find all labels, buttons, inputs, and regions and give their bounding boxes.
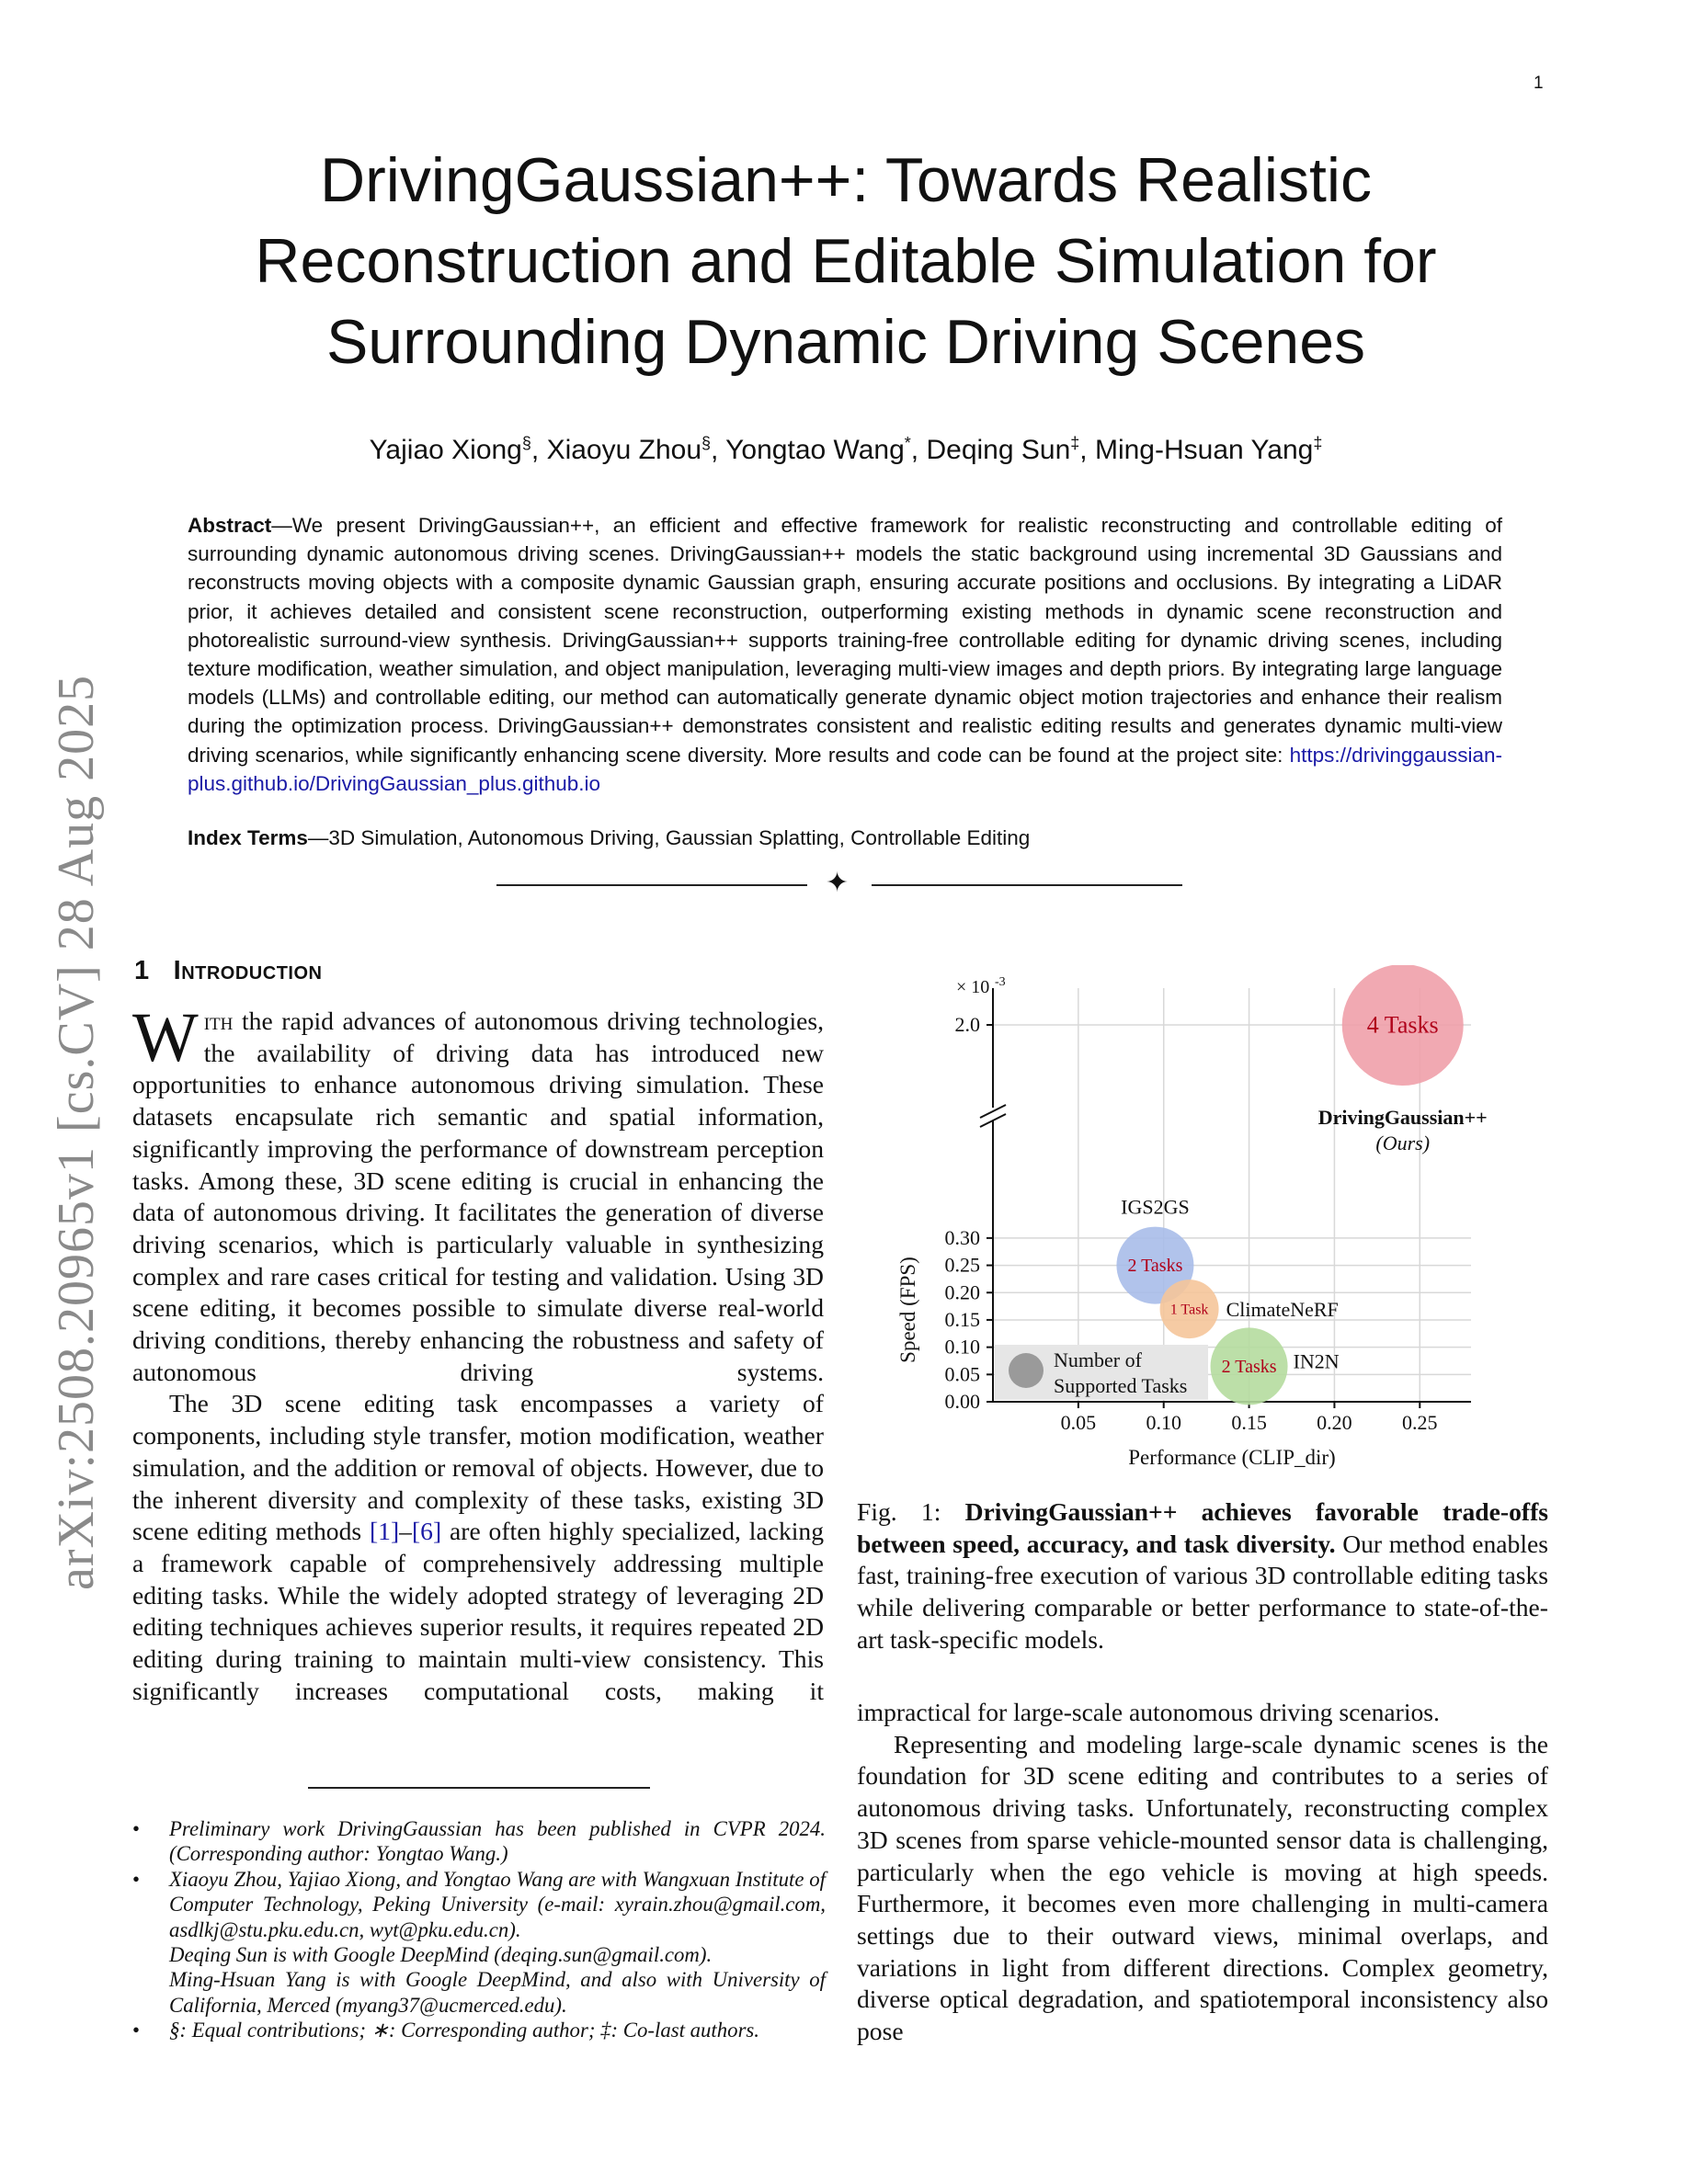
footnote-text: §: Equal contributions; ∗: Corresponding author; ‡: Co-last authors. bbox=[169, 2019, 760, 2042]
footnote-bullet: • bbox=[132, 2019, 140, 2042]
footnote-text: Preliminary work DrivingGaussian has been published in CVPR 2024. (Corresponding author: Yongtao Wang.) bbox=[169, 1817, 826, 1866]
citation-1[interactable]: [1] bbox=[369, 1517, 400, 1546]
separator-left-rule bbox=[496, 884, 807, 886]
index-terms-text: —3D Simulation, Autonomous Driving, Gaussian Splatting, Controllable Editing bbox=[307, 826, 1031, 849]
arxiv-stamp: arXiv:2508.20965v1 [cs.CV] 28 Aug 2025 bbox=[48, 674, 105, 1590]
method-label: ClimateNeRF bbox=[1226, 1298, 1339, 1322]
page-number: 1 bbox=[1534, 74, 1544, 93]
separator-diamond-icon: ✦ bbox=[826, 867, 850, 899]
figure-1-chart bbox=[883, 965, 1526, 1480]
citation-dash: – bbox=[399, 1517, 412, 1546]
x-tick-label: 0.15 bbox=[1231, 1411, 1267, 1434]
paper-title bbox=[129, 140, 1563, 382]
index-terms bbox=[188, 824, 1502, 852]
footnote-bullet: • bbox=[132, 1817, 140, 1840]
y-scale-note: × 10 bbox=[956, 977, 990, 997]
intro-p1-text: the rapid advances of autonomous driving technologies, the availability of driving data has introduced new opportunities to enhance autonomous driving simulation. These datasets encapsulate rich semantic and spatial information, significantly improving the performance of downstream perception tasks. Among these, 3D scene editing is crucial in enhancing the data of autonomous driving. It facilitates the generation of diverse driving scenarios, which is particularly valuable in synthesizing complex and rare cases critical for testing and validation. Using 3D scene editing, it becomes possible to simulate diverse real-world driving conditions, thereby enhancing the robustness and safety of autonomous driving systems. bbox=[132, 1007, 824, 1386]
footnote-text: Ming-Hsuan Yang is with Google DeepMind, and also with University of California, Merced (myang37@ucmerced.edu). bbox=[169, 1968, 826, 2017]
footnote-item bbox=[132, 1816, 826, 1867]
method-label: IN2N bbox=[1293, 1349, 1340, 1373]
y-tick-label: 2.0 bbox=[954, 1013, 980, 1036]
y-tick-label: 0.05 bbox=[944, 1362, 980, 1386]
title-line-3: Surrounding Dynamic Driving Scenes bbox=[325, 307, 1366, 377]
author-mark: * bbox=[904, 434, 911, 452]
caption-bold: DrivingGaussian++ achieves favorable trade-offs between speed, accuracy, and task diversity. bbox=[857, 1497, 1548, 1558]
x-tick-label: 0.05 bbox=[1060, 1411, 1097, 1434]
author-mark: § bbox=[521, 434, 531, 452]
bubble-task-label: 2 Tasks bbox=[1127, 1256, 1183, 1277]
y-tick-label: 0.30 bbox=[944, 1225, 980, 1249]
intro-right-column bbox=[857, 1697, 1548, 2048]
legend-circle-icon bbox=[1009, 1353, 1044, 1388]
index-terms-label: Index Terms bbox=[188, 826, 308, 849]
title-line-2: Reconstruction and Editable Simulation for bbox=[255, 226, 1437, 296]
x-tick-label: 0.10 bbox=[1146, 1411, 1181, 1434]
intro-p2b-text: are often highly specialized, lacking a framework capable of comprehensively addressing multiple editing tasks. While the widely adopted strategy of leveraging 2D editing techniques achieves superior results, it requires repeated 2D editing during training to maintain multi-view consistency. This significantly increases computational costs, making it bbox=[132, 1517, 824, 1705]
x-axis-label: Performance (CLIP_dir) bbox=[1128, 1446, 1336, 1469]
author-name: Yongtao Wang bbox=[725, 435, 905, 465]
figure-caption bbox=[857, 1496, 1548, 1656]
y-scale-exponent: -3 bbox=[995, 975, 1006, 989]
intro-p2a-text: The 3D scene editing task encompasses a variety of components, including style transfer, motion modification, weather simulation, and the addition or removal of objects. However, due to the inherent diversity and complexity of these tasks, existing 3D scene editing methods bbox=[132, 1389, 824, 1546]
y-axis-label: Speed (FPS) bbox=[896, 1257, 919, 1363]
y-tick-label: 0.15 bbox=[944, 1307, 980, 1331]
caption-prefix: Fig. 1: bbox=[857, 1497, 965, 1526]
footnote-item bbox=[132, 2018, 826, 2042]
author-name: Xiaoyu Zhou bbox=[546, 435, 702, 465]
right-paragraph-0: impractical for large-scale autonomous driving scenarios. bbox=[857, 1698, 1440, 1726]
caption-rest: Our method enables fast, training-free execution of various 3D controllable editing tasks while delivering comparable or better performance to state-of-the-art task-specific models. bbox=[857, 1529, 1548, 1654]
footnote-text: Xiaoyu Zhou, Yajiao Xiong, and Yongtao Wang are with Wangxuan Institute of Computer Technology, Peking University (e-mail: xyrain.zhou@gmail.com, asdlkj@stu.pku.edu.cn, wyt@pku.edu.cn). bbox=[169, 1867, 826, 1941]
author-mark: ‡ bbox=[1070, 434, 1080, 452]
bubble-task-label: 4 Tasks bbox=[1366, 1011, 1439, 1039]
y-tick-label: 0.20 bbox=[944, 1280, 980, 1304]
author-mark: § bbox=[701, 434, 712, 452]
author-name: Ming-Hsuan Yang bbox=[1094, 435, 1314, 465]
author-list: Yajiao Xiong§, Xiaoyu Zhou§, Yongtao Wang*, Deqing Sun‡, Ming-Hsuan Yang‡ bbox=[369, 434, 1323, 465]
section-heading bbox=[134, 956, 322, 986]
separator-right-rule bbox=[872, 884, 1182, 886]
y-tick-label: 0.25 bbox=[944, 1253, 980, 1277]
section-number: 1 bbox=[134, 956, 150, 985]
bubble-task-label: 1 Task bbox=[1169, 1302, 1209, 1318]
footnote-bullet: • bbox=[132, 1867, 140, 1891]
method-sublabel: (Ours) bbox=[1375, 1132, 1431, 1155]
footnotes bbox=[132, 1816, 826, 2043]
right-paragraph-1: Representing and modeling large-scale dynamic scenes is the foundation for 3D scene editing and contributes to a series of autonomous driving tasks. Unfortunately, reconstructing complex 3D scenes from sparse vehicle-mounted sensor data is challenging, particularly when the ego vehicle is moving at high speeds. Furthermore, it becomes even more challenging in multi-camera settings due to their outward views, minimal overlaps, and variations in light from different directions. Complex geometry, diverse optical degradation, and spatiotemporal inconsistency also pose bbox=[857, 1729, 1548, 2046]
project-link[interactable]: https://drivinggaussian-plus.github.io/DrivingGaussian_plus.github.io bbox=[188, 743, 1502, 795]
y-tick-label: 0.10 bbox=[944, 1335, 980, 1359]
bubble-task-label: 2 Tasks bbox=[1221, 1357, 1277, 1378]
legend-line-1: Number of bbox=[1054, 1348, 1142, 1371]
lead-smallcaps: ith bbox=[203, 1007, 234, 1035]
legend-line-2: Supported Tasks bbox=[1054, 1374, 1188, 1397]
author-mark: ‡ bbox=[1313, 434, 1323, 452]
abstract-label: Abstract bbox=[188, 514, 272, 537]
method-label: IGS2GS bbox=[1121, 1195, 1190, 1219]
axis-break-gap bbox=[980, 1108, 1006, 1120]
abstract-text: —We present DrivingGaussian++, an efficient and effective framework for realistic reconstructing and controllable editing of surrounding dynamic autonomous driving scenes. DrivingGaussian++ models the static background using incremental 3D Gaussians and reconstructs moving objects with a composite dynamic Gaussian graph, ensuring accurate positions and occlusions. By integrating a LiDAR prior, it achieves detailed and consistent scene reconstruction, outperforming existing methods in dynamic scene reconstruction and photorealistic surround-view synthesis. DrivingGaussian++ supports training-free controllable editing for dynamic driving scenes, including texture modification, weather simulation, and object manipulation, leveraging multi-view images and depth priors. By integrating large language models (LLMs) and controllable editing, our method can automatically generate dynamic object motion trajectories and enhance their realism during the optimization process. DrivingGaussian++ demonstrates consistent and realistic editing results and generates dynamic multi-view driving scenarios, while significantly enhancing scene diversity. More results and code can be found at the project site: bbox=[188, 514, 1502, 767]
footnote-text: Deqing Sun is with Google DeepMind (deqing.sun@gmail.com). bbox=[169, 1943, 713, 1967]
dropcap: W bbox=[132, 999, 199, 1076]
intro-paragraph-2 bbox=[132, 1388, 824, 1707]
x-tick-label: 0.25 bbox=[1402, 1411, 1438, 1434]
intro-paragraph-1 bbox=[132, 999, 824, 1388]
footnote-item bbox=[132, 1867, 826, 2018]
y-tick-label: 0.00 bbox=[944, 1390, 980, 1413]
author-name: Deqing Sun bbox=[926, 435, 1071, 465]
section-title: Introduction bbox=[173, 956, 323, 985]
method-label: DrivingGaussian++ bbox=[1317, 1106, 1488, 1129]
abstract bbox=[188, 511, 1502, 798]
citation-6[interactable]: [6] bbox=[411, 1517, 442, 1546]
title-line-1: DrivingGaussian++: Towards Realistic bbox=[320, 145, 1372, 215]
intro-left-column bbox=[132, 999, 824, 1707]
x-tick-label: 0.20 bbox=[1317, 1411, 1352, 1434]
author-name: Yajiao Xiong bbox=[369, 435, 522, 465]
footnote-rule bbox=[308, 1787, 650, 1789]
